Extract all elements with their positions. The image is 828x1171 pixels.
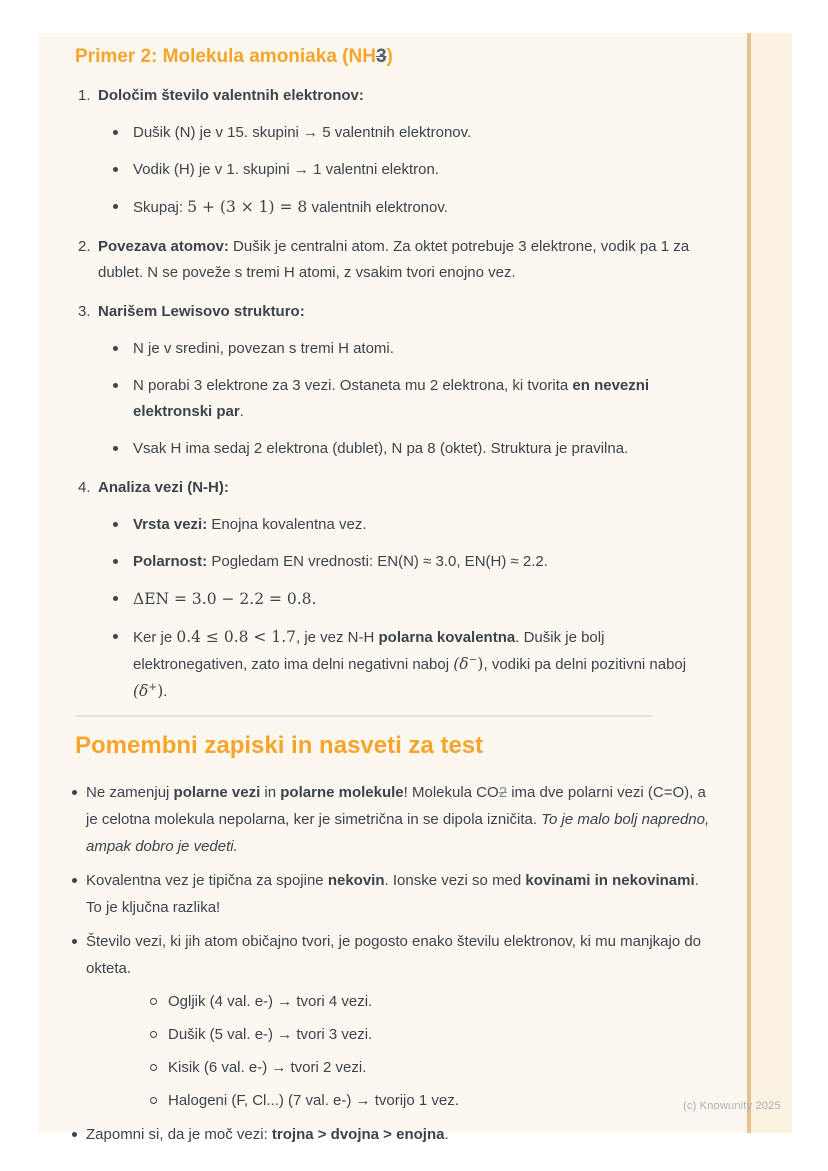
text-segment: 5 + (3 × 1) = 8 bbox=[187, 198, 308, 216]
bullet-item bbox=[133, 194, 710, 221]
numbered-step-4 bbox=[75, 475, 710, 705]
step-number: 2. bbox=[78, 238, 91, 255]
step-number: 4. bbox=[78, 479, 91, 496]
text-segment: ) bbox=[157, 682, 164, 700]
sub-note-item bbox=[168, 989, 710, 1015]
notes-list bbox=[75, 779, 710, 1148]
text-segment: . bbox=[239, 403, 244, 420]
bullet-item bbox=[133, 336, 710, 362]
bullet-item bbox=[133, 512, 710, 538]
text-segment: − bbox=[468, 654, 478, 666]
text-segment: (δ bbox=[133, 682, 149, 700]
section-divider bbox=[75, 715, 653, 717]
text-segment: N porabi 3 elektrone za 3 vezi. Ostaneta mu 2 elektrona, ki tvorita bbox=[133, 377, 573, 394]
text-segment: 2 bbox=[498, 784, 508, 801]
text-segment: trojna > dvojna > enojna bbox=[271, 1126, 445, 1143]
text-segment: Dušik je centralni atom. Za oktet potrebuje 3 elektrone, vodik pa 1 za dublet. N se poveže s tremi H atomi, z vsakim tvori enojno vez. bbox=[98, 238, 690, 281]
text-segment: 3 bbox=[375, 46, 387, 67]
text-segment: Vrsta vezi: bbox=[133, 516, 208, 533]
bullet-item bbox=[133, 624, 710, 705]
text-segment: ! Molekula CO bbox=[403, 784, 499, 801]
text-segment: Določim število valentnih elektronov: bbox=[98, 87, 364, 104]
text-segment: Zapomni si, da je moč vezi: bbox=[86, 1126, 272, 1143]
numbered-step-2 bbox=[75, 234, 710, 286]
step-number: 3. bbox=[78, 303, 91, 320]
bullet-item bbox=[133, 549, 710, 575]
step-number: 1. bbox=[78, 87, 91, 104]
step-3-heading bbox=[75, 299, 710, 325]
text-segment: ima dve polarni vezi (C=O), a je celotna molekula nepolarna, ker je simetrična in se dipola izničita. bbox=[86, 784, 706, 828]
text-segment: Ker je bbox=[133, 629, 177, 646]
text-segment: Analiza vezi (N-H): bbox=[98, 479, 229, 496]
bullet-item bbox=[133, 373, 710, 425]
step-lead-text bbox=[98, 87, 364, 104]
note-item bbox=[75, 928, 710, 1114]
text-segment: polarna kovalentna bbox=[378, 629, 516, 646]
note-text bbox=[86, 933, 701, 977]
text-segment: kovinami in nekovinami bbox=[525, 872, 695, 889]
sub-note-item bbox=[168, 1055, 710, 1081]
step-3-bullets bbox=[75, 336, 710, 462]
section-heading-primer-2 bbox=[75, 45, 710, 69]
text-segment: . To je ključna razlika! bbox=[86, 872, 699, 916]
text-segment: Kisik (6 val. e-) → tvori 2 vezi. bbox=[168, 1059, 367, 1076]
note-item bbox=[75, 779, 710, 860]
bullet-item bbox=[133, 120, 710, 146]
text-segment: Skupaj: bbox=[133, 199, 188, 216]
text-segment: . Dušik je bolj elektronegativen, zato ima delni negativni naboj bbox=[133, 629, 605, 673]
step-2-heading bbox=[75, 234, 710, 286]
text-segment: Dušik (5 val. e-) → tvori 3 vezi. bbox=[168, 1026, 373, 1043]
step-lead-text bbox=[98, 479, 229, 496]
text-segment: nekovin bbox=[327, 872, 385, 889]
text-segment: en nevezni elektronski par bbox=[133, 377, 650, 420]
numbered-step-1 bbox=[75, 83, 710, 221]
text-segment: , vodiki pa delni pozitivni naboj bbox=[483, 656, 687, 673]
text-segment: Enojna kovalentna vez. bbox=[207, 516, 367, 533]
text-segment: N je v sredini, povezan s tremi H atomi. bbox=[133, 340, 394, 357]
copyright-watermark: (c) Knowunity 2025 bbox=[683, 1100, 781, 1112]
step-1-bullets bbox=[75, 120, 710, 221]
note-item bbox=[75, 1121, 710, 1148]
text-segment: valentnih elektronov. bbox=[307, 199, 448, 216]
text-segment: Polarnost: bbox=[133, 553, 208, 570]
text-segment: Ne zamenjuj bbox=[86, 784, 174, 801]
text-segment: Narišem Lewisovo strukturo: bbox=[98, 303, 305, 320]
step-lead-text bbox=[98, 303, 305, 320]
text-segment: ΔEN = 3.0 − 2.2 = 0.8. bbox=[133, 590, 317, 608]
bullet-item bbox=[133, 436, 710, 462]
text-segment: Število vezi, ki jih atom običajno tvori, je pogosto enako številu elektronov, ki mu manjkajo do okteta. bbox=[86, 933, 702, 977]
text-segment: ) bbox=[386, 46, 393, 67]
text-segment: (δ bbox=[453, 655, 469, 673]
sub-note-item bbox=[168, 1088, 710, 1114]
text-segment: Vsak H ima sedaj 2 elektrona (dublet), N pa 8 (oktet). Struktura je pravilna. bbox=[133, 440, 629, 457]
text-segment: in bbox=[260, 784, 281, 801]
text-segment: Povezava atomov: bbox=[98, 238, 229, 255]
text-segment: . bbox=[444, 1126, 449, 1143]
text-segment: + bbox=[148, 681, 158, 693]
text-segment: Pogledam EN vrednosti: EN(N) ≈ 3.0, EN(H) ≈ 2.2. bbox=[207, 553, 548, 570]
text-segment: polarne vezi bbox=[173, 784, 261, 801]
step-1-heading bbox=[75, 83, 710, 109]
text-segment: Kovalentna vez je tipična za spojine bbox=[86, 872, 328, 889]
adjacent-page-band bbox=[751, 33, 792, 1133]
numbered-step-list bbox=[75, 83, 710, 705]
text-segment: . bbox=[163, 683, 168, 700]
text-segment: Vodik (H) je v 1. skupini → 1 valentni elektron. bbox=[133, 161, 439, 178]
text-segment: 0.4 ≤ 0.8 < 1.7 bbox=[176, 628, 296, 646]
section-heading-notes: Pomembni zapiski in nasveti za test bbox=[75, 732, 484, 759]
text-segment: Primer 2: Molekula amoniaka (NH bbox=[75, 46, 376, 67]
text-segment: Ogljik (4 val. e-) → tvori 4 vezi. bbox=[168, 993, 373, 1010]
note-item bbox=[75, 867, 710, 921]
text-segment: ) bbox=[477, 655, 484, 673]
text-segment: . Ionske vezi so med bbox=[384, 872, 526, 889]
note-sub-list bbox=[86, 989, 710, 1114]
step-4-bullets bbox=[75, 512, 710, 705]
text-segment: polarne molekule bbox=[280, 784, 404, 801]
step-4-heading bbox=[75, 475, 710, 501]
bullet-item bbox=[133, 586, 710, 613]
bullet-item bbox=[133, 157, 710, 183]
numbered-step-3 bbox=[75, 299, 710, 462]
document-page bbox=[38, 33, 747, 1143]
text-segment: To je malo bolj napredno, ampak dobro je vedeti. bbox=[86, 811, 710, 855]
text-segment: Dušik (N) je v 15. skupini → 5 valentnih elektronov. bbox=[133, 124, 472, 141]
text-segment: , je vez N-H bbox=[296, 629, 379, 646]
step-lead-text bbox=[98, 238, 689, 281]
text-segment: Halogeni (F, Cl...) (7 val. e-) → tvorijo 1 vez. bbox=[168, 1092, 459, 1109]
sub-note-item bbox=[168, 1022, 710, 1048]
